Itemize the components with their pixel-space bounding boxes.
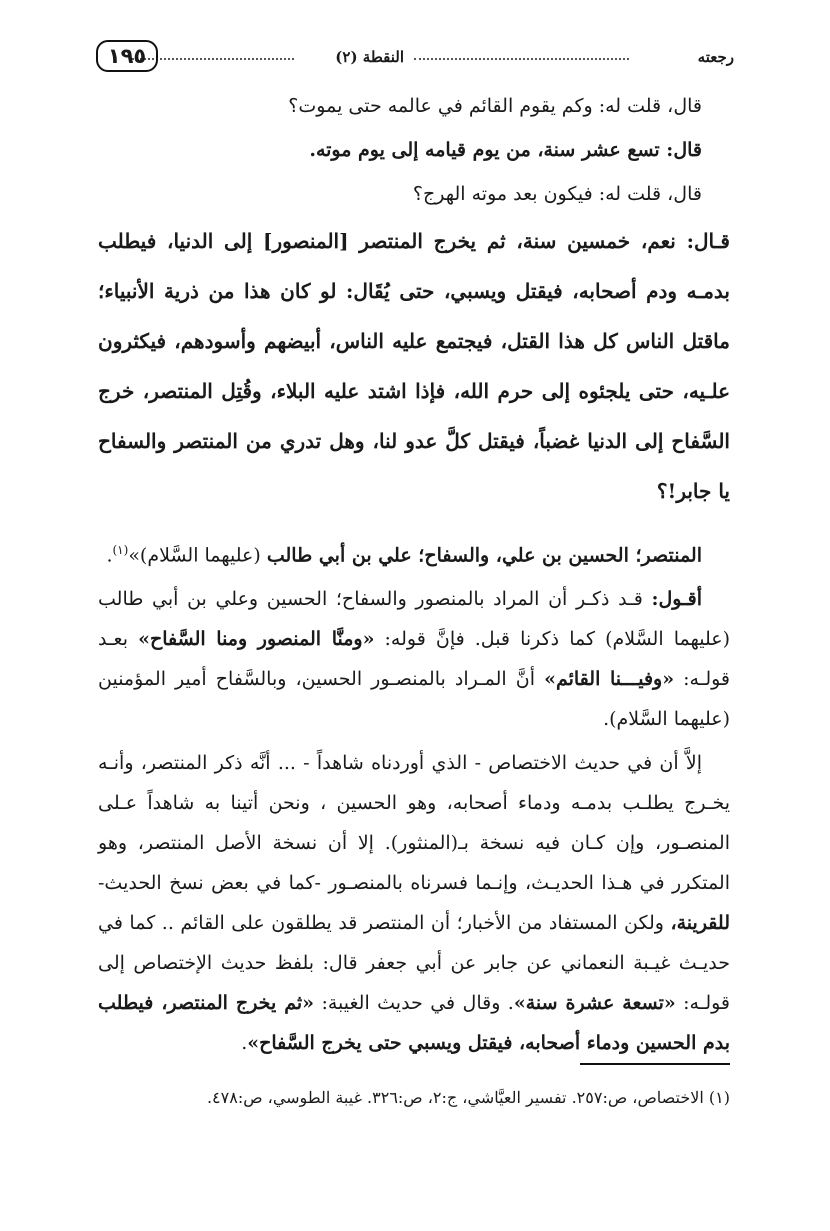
quote-bold: «ومنَّا المنصور ومنا السَّفاح» — [138, 628, 375, 651]
answer-line-1: قال: تسع عشر سنة، من يوم قيامه إلى يوم موته. — [309, 139, 702, 161]
footnote-separator — [580, 1063, 730, 1065]
footnote-marker: (١) — [112, 543, 129, 557]
reference-bold: المنتصر؛ الحسين بن علي، والسفاح؛ علي بن أبي طالب — [266, 544, 702, 567]
answer-block: قـال: نعم، خمسين سنة، ثم يخرج المنتصر [المنصور] إلى الدنيا، فيطلب بدمـه ودم أصحابه، فيقتل ويسبي، حتى يُقَال: لو كان هذا من ذرية الأنبياء؛ ماقتل الناس كل هذا القتل، فيجتمع عليه الناس، أبيضهم وأسودهم، فيكثرون علـيه، حتى يلجئوه إلى حرم الله، فإذا اشتد عليه البلاء، وقُتِل المنتصر، خرج السَّفاح إلى الدنيا غضباً، فيقتل كلَّ عدو لنا، وهل تدري من المنتصر والسفاح يا جابر!؟ — [98, 229, 730, 503]
commentary-text: إلاَّ أن في حديث الاختصاص - الذي أوردناه شاهداً - ... أنَّه ذكر المنتصر، وأنـه يخـرج يطلـب بدمـه ودماء أصحابه، وهو الحسين ، ونحن أتينا به شاهداً عـلى المنصـور، وإن كـان فيه نسخة بـ(المنثور). إلا أن نسخة الأصل المنتصر، وهو المتكرر في هـذا الحديـث، وإنـما فسرناه بالمنصـور -كما في بعض نسخ الحديث- — [98, 752, 730, 895]
quote-bold: «ثم يخرج المنتصر، فيطلب بدم الحسين ودماء أصحابه، فيقتل ويسبي حتى يخرج السَّفاح» — [98, 992, 730, 1055]
question-line-2: قال، قلت له: فيكون بعد موته الهرج؟ — [412, 183, 702, 205]
footnote: (١) الاختصاص، ص:٢٥٧. تفسير العيَّاشي، ج:٢، ص:٣٢٦. غيبة الطوسي، ص:٤٧٨. — [206, 1088, 730, 1107]
commentary-text: قـد ذكـر أن المراد بالمنصور والسفاح؛ الحسين وعلي بن أبي طالب (عليهما السَّلام) كما ذكرنا قبل. فإنَّ قوله: — [98, 588, 731, 651]
header-dotted-leader — [414, 50, 629, 60]
commentary-lead: أقـول: — [651, 588, 702, 611]
commentary-paragraph-2 — [98, 743, 730, 1063]
reference-rest: (عليهما السَّلام)» — [128, 544, 267, 567]
commentary-text: أنَّ المـراد بالمنصـور الحسين، وبالسَّفاح أمير المؤمنين (عليهما السَّلام). — [98, 668, 730, 731]
quote-bold: «تسعة عشرة سنة» — [513, 992, 676, 1015]
running-header — [96, 38, 734, 78]
chapter-title: رجعته — [697, 48, 734, 66]
page-number-badge: ١٩٥ — [96, 40, 158, 72]
main-text — [98, 84, 730, 1063]
commentary-text: . وقال في حديث الغيبة: — [314, 992, 514, 1015]
reference-line: المنتصر؛ الحسين بن علي، والسفاح؛ علي بن أبي طالب (عليهما السَّلام)»$^{(١)}$. — [106, 543, 702, 567]
commentary-text: بعـد قولـه: — [98, 628, 731, 691]
question-line-1: قال، قلت له: وكم يقوم القائم في عالمه حتى يموت؟ — [288, 95, 702, 117]
section-title: النقطة (٢) — [335, 48, 404, 66]
commentary-text: . — [241, 1032, 248, 1055]
commentary-text: ولكن المستفاد من الأخبار؛ أن المنتصر قد يطلقون على القائم .. كما في حديـث غيـبة النعماني عن جابر عن أبي جعفر قال: بلفظ حديث الإختصاص إلى قولـه: — [98, 912, 731, 1015]
bold-word: للقرينة، — [670, 912, 730, 935]
quote-bold: «وفيـــنا القائم» — [544, 668, 675, 691]
commentary-paragraph-1 — [98, 579, 730, 739]
